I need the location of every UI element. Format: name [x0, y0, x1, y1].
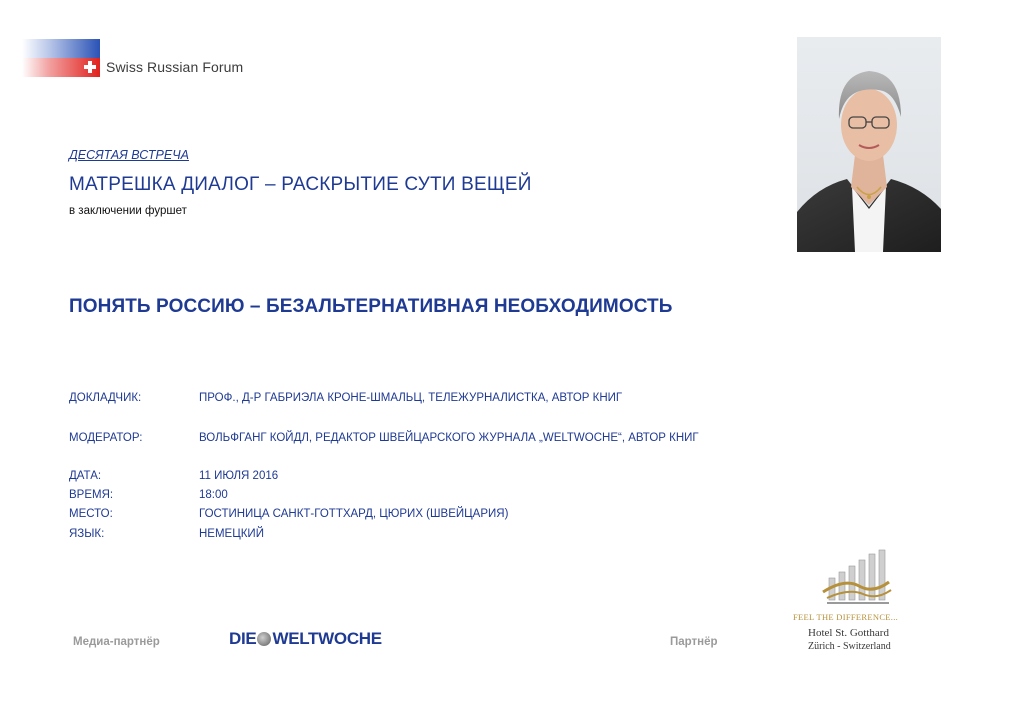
detail-label: МОДЕРАТОР:	[69, 432, 143, 444]
swiss-russian-forum-logo	[22, 39, 282, 77]
weltwoche-logo-right: WELTWOCHE	[272, 629, 382, 648]
event-subtitle: в заключении фуршет	[69, 205, 187, 217]
detail-value: НЕМЕЦКИЙ	[199, 528, 264, 540]
partner-label: Партнёр	[670, 636, 718, 648]
detail-value: ПРОФ., Д-Р ГАБРИЭЛА КРОНЕ-ШМАЛЬЦ, ТЕЛЕЖУРНАЛИСТКА, АВТОР КНИГ	[199, 392, 623, 404]
detail-moderator	[69, 432, 699, 444]
detail-value: 11 ИЮЛЯ 2016	[199, 470, 279, 482]
speaker-photo	[797, 37, 941, 252]
detail-label: ВРЕМЯ:	[69, 489, 114, 501]
detail-value: ВОЛЬФГАНГ КОЙДЛ, РЕДАКТОР ШВЕЙЦАРСКОГО ЖУРНАЛА „WELTWOCHE“, АВТОР КНИГ	[199, 432, 699, 444]
weltwoche-logo-left: DIE	[229, 629, 257, 648]
detail-speaker	[69, 392, 622, 404]
logo-text: Swiss Russian Forum	[106, 59, 244, 75]
event-topic: ПОНЯТЬ РОССИЮ – БЕЗАЛЬТЕРНАТИВНАЯ НЕОБХОДИМОСТЬ	[69, 296, 673, 317]
detail-language	[69, 528, 264, 540]
globe-icon	[257, 632, 271, 646]
event-title: МАТРЕШКА ДИАЛОГ – РАСКРЫТИЕ СУТИ ВЕЩЕЙ	[69, 174, 532, 195]
detail-place	[69, 508, 508, 520]
detail-value: 18:00	[199, 489, 228, 501]
detail-value: ГОСТИНИЦА САНКТ-ГОТТХАРД, ЦЮРИХ (ШВЕЙЦАРИЯ)	[199, 508, 509, 520]
weltwoche-logo	[229, 629, 382, 649]
hotel-city: Zürich - Switzerland	[808, 641, 891, 652]
detail-label: МЕСТО:	[69, 508, 113, 520]
hotel-tagline: FEEL THE DIFFERENCE...	[793, 612, 899, 622]
media-partner-label: Медиа-партнёр	[73, 636, 160, 648]
flag-icon	[22, 39, 100, 77]
swiss-cross-icon	[82, 59, 98, 75]
detail-date	[69, 470, 278, 482]
detail-time	[69, 489, 228, 501]
meeting-number: ДЕСЯТАЯ ВСТРЕЧА	[69, 148, 189, 162]
detail-label: ДОКЛАДЧИК:	[69, 392, 142, 404]
detail-label: ДАТА:	[69, 470, 102, 482]
detail-label: ЯЗЫК:	[69, 528, 105, 540]
columns-icon	[793, 548, 913, 610]
hotel-name: Hotel St. Gotthard	[808, 627, 889, 639]
